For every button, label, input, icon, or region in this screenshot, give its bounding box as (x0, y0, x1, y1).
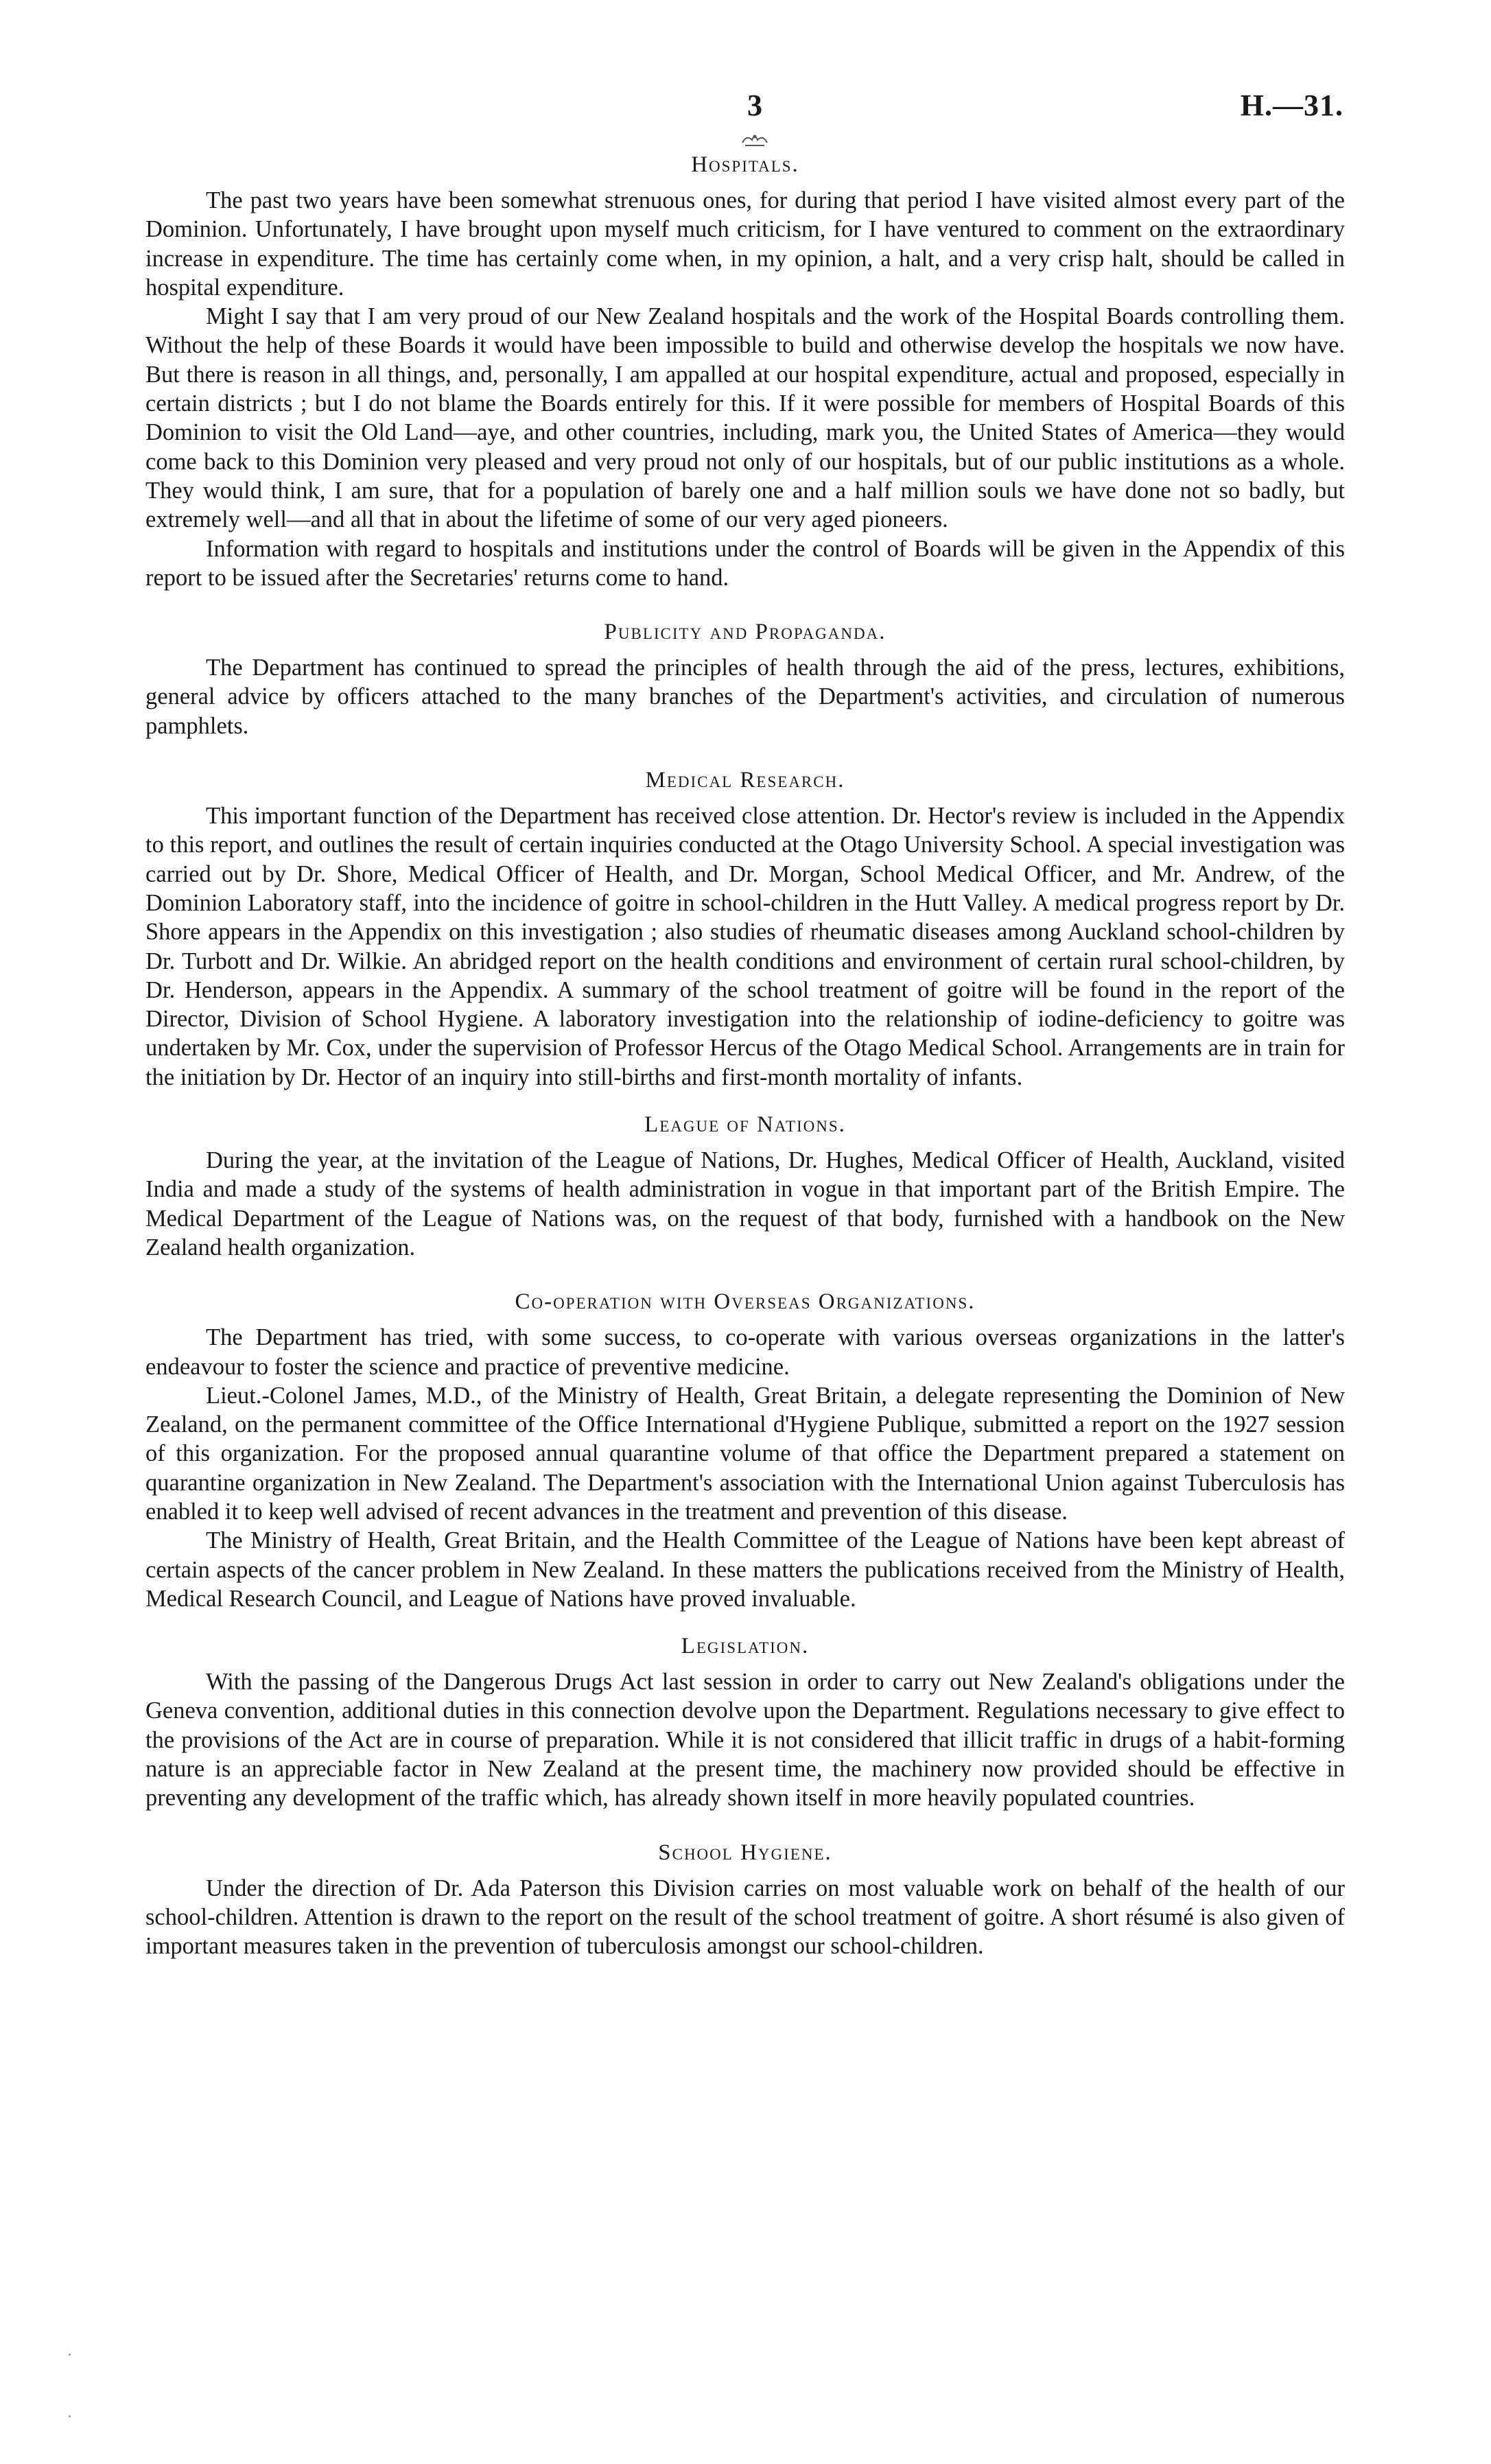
paragraph: During the year, at the invitation of the League of Nations, Dr. Hughes, Medical Officer of Health, Auckland, visited India and made a study of the systems of health administration in vogue in that important part of the British Empire. The Medical Department of the League of Nations was, on the request of that body, furnished with a handbook on the New Zealand health organization. (145, 1147, 1345, 1260)
paragraph: This important function of the Department has received close attention. Dr. Hector's review is included in the Appendix to this report, and outlines the result of certain inquiries conducted at the Otago University School. A special investigation was carried out by Dr. Shore, Medical Officer of Health, and Dr. Morgan, School Medical Officer, and Mr. Andrew, of the Dominion Laboratory staff, into the incidence of goitre in school-children in the Hutt Valley. A medical progress report by Dr. Shore appears in the Appendix on this investigation ; also studies of rheumatic diseases among Auckland school-children by Dr. Turbott and Dr. Wilkie. An abridged report on the health conditions and environment of certain rural school-children, by Dr. Henderson, appears in the Appendix. A summary of the school treatment of goitre will be found in the report of the Director, Division of School Hygiene. A laboratory investigation into the relationship of iodine-deficiency to goitre was undertaken by Mr. Cox, under the supervision of Professor Hercus of the Otago Medical School. Arrangements are in train for the initiation by Dr. Hector of an inquiry into still-births and first-month mortality of infants. (145, 803, 1345, 1090)
report-body (145, 152, 1345, 1961)
paragraph: Information with regard to hospitals and institutions under the control of Boards will be given in the Appendix of this report to be issued after the Secretaries' returns come to hand. (145, 535, 1345, 591)
section-heading: Hospitals. (691, 152, 799, 177)
paragraph: The Department has continued to spread the principles of health through the aid of the press, lectures, exhibitions, general advice by officers attached to the many branches of the Department's activities, and circulation of numerous pamphlets. (145, 655, 1345, 739)
section-school-hygiene (145, 1840, 1345, 1961)
section-league-of-nations (145, 1112, 1345, 1262)
section-medical-research (145, 768, 1345, 1092)
section-heading: Medical Research. (645, 768, 845, 793)
paragraph: The past two years have been somewhat strenuous ones, for during that period I have visited almost every part of the Dominion. Unfortunately, I have brought upon myself much criticism, for I have ventured to comment on the extraordinary increase in expenditure. The time has certainly come when, in my opinion, a halt, and a very crisp halt, should be called in hospital expenditure. (145, 187, 1345, 301)
section-heading: Publicity and Propaganda. (604, 620, 887, 645)
section-heading: School Hygiene. (658, 1840, 832, 1865)
section-hospitals (145, 152, 1345, 592)
section-heading: Co-operation with Overseas Organizations. (515, 1289, 976, 1315)
section-heading: Legislation. (681, 1634, 810, 1659)
section-publicity (145, 620, 1345, 740)
paragraph: Might I say that I am very proud of our New Zealand hospitals and the work of the Hospital Boards controlling them. Without the help of these Boards it would have been impossible to build and otherwise develop the hospitals we now have. But there is reason in all things, and, personally, I am appalled at our hospital expenditure, actual and proposed, especially in certain districts ; but I do not blame the Boards entirely for this. If it were possible for members of Hospital Boards of this Dominion to visit the Old Land—aye, and other countries, including, mark you, the United States of America—they would come back to this Dominion very pleased and very proud not only of our hospitals, but of our public institutions as a whole. They would think, I am sure, that for a population of barely one and a half million souls we have done not so badly, but extremely well—and all that in about the lifetime of some of our very aged pioneers. (145, 303, 1345, 533)
scan-speck (69, 2354, 71, 2356)
paragraph: The Ministry of Health, Great Britain, and the Health Committee of the League of Nations have been kept abreast of certain aspects of the cancer problem in New Zealand. In these matters the publications received from the Ministry of Health, Medical Research Council, and League of Nations have proved invaluable. (145, 1527, 1345, 1612)
section-legislation (145, 1634, 1345, 1812)
section-heading: League of Nations. (644, 1112, 846, 1138)
document-reference: H.—31. (1240, 89, 1343, 122)
paragraph: Lieut.-Colonel James, M.D., of the Ministry of Health, Great Britain, a delegate representing the Dominion of New Zealand, on the permanent committee of the Office International d'Hygiene Publique, submitted a report on the 1927 session of this organization. For the proposed annual quarantine volume of that office the Department prepared a statement on quarantine organization in New Zealand. The Department's association with the International Union against Tuberculosis has enabled it to keep well advised of recent advances in the treatment and prevention of this disease. (145, 1382, 1345, 1525)
printer-ornament-icon (740, 130, 770, 148)
paragraph: Under the direction of Dr. Ada Paterson this Division carries on most valuable work on behalf of the health of our school-children. Attention is drawn to the report on the result of the school treatment of goitre. A short résumé is also given of important measures taken in the prevention of tuberculosis amongst our school-children. (145, 1875, 1345, 1960)
page-number: 3 (747, 89, 762, 122)
paragraph: The Department has tried, with some success, to co-operate with various overseas organizations in the latter's endeavour to foster the science and practice of preventive medicine. (145, 1324, 1345, 1380)
section-co-operation (145, 1289, 1345, 1613)
paragraph: With the passing of the Dangerous Drugs Act last session in order to carry out New Zealand's obligations under the Geneva convention, additional duties in this connection devolve upon the Department. Regulations necessary to give effect to the provisions of the Act are in course of preparation. While it is not considered that illicit traffic in drugs of a habit-forming nature is an appreciable factor in New Zealand at the present time, the machinery now provided should be effective in preventing any development of the traffic which, has already shown itself in more heavily populated countries. (145, 1669, 1345, 1811)
scan-speck (69, 2415, 71, 2417)
